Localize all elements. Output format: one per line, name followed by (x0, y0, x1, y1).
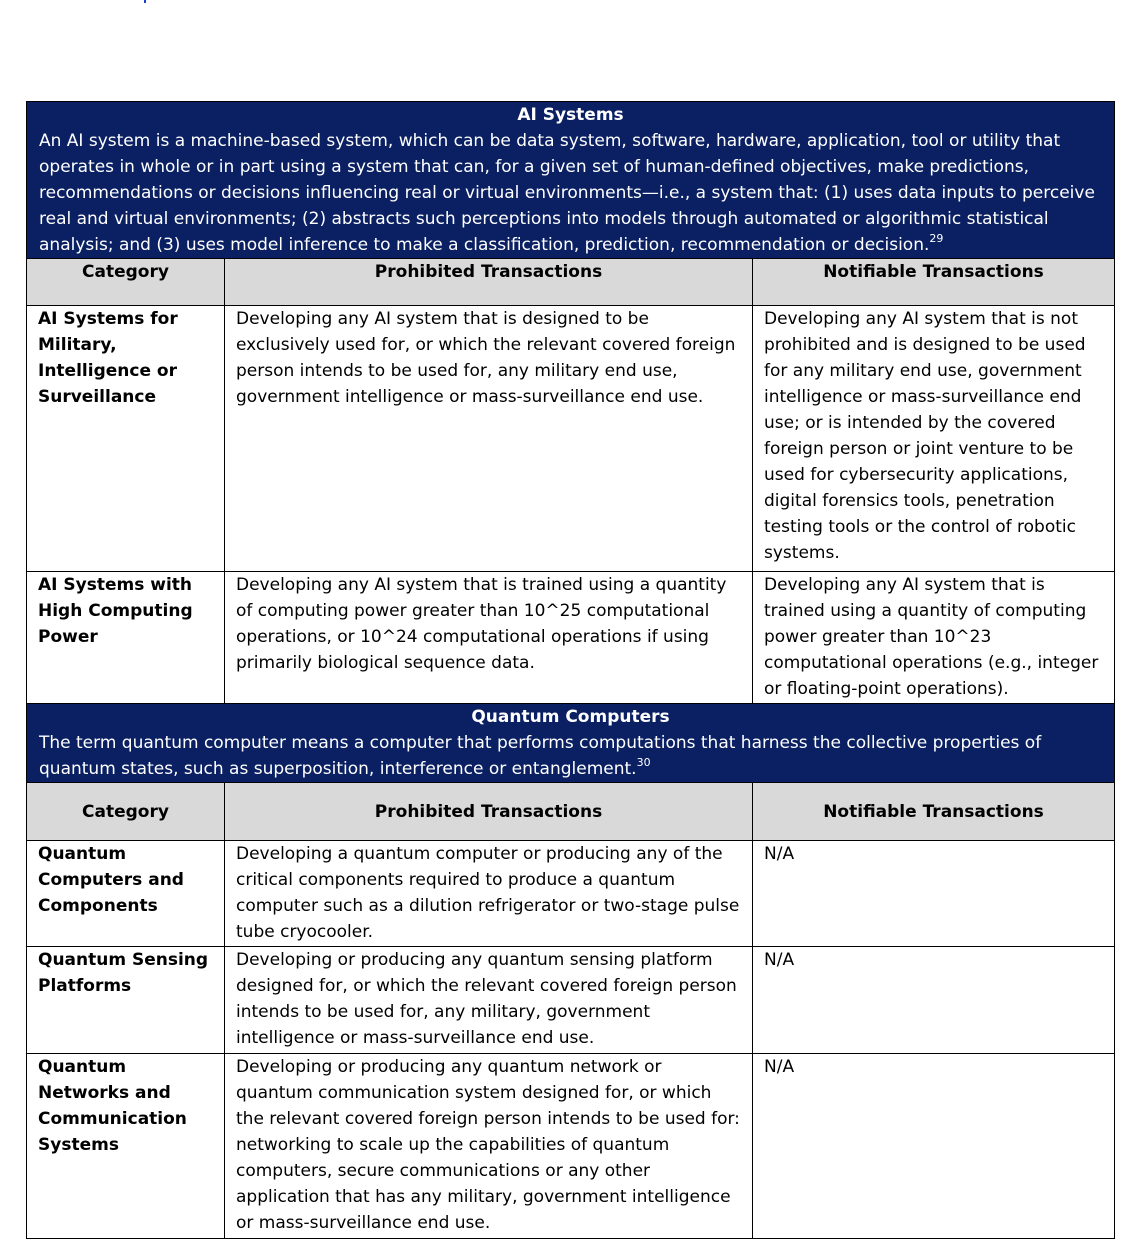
footnote-29: 29 (929, 232, 944, 246)
header-prohibited: Prohibited Transactions (225, 259, 753, 306)
prohibited-cell: Developing or producing any quantum sensing platform designed for, or which the relevant covered foreign person intends to be used for, any military, government intelligence or mass-surveillance end use. (225, 947, 753, 1054)
notifiable-cell: Developing any AI system that is not prohibited and is designed to be used for any military end use, government intelligence or mass-surveillance end use; or is intended by the covered foreign person or joint venture to be used for cybersecurity applications, digital forensics tools, penetration testing tools or the control of robotic systems. (753, 306, 1115, 572)
header-prohibited: Prohibited Transactions (225, 783, 753, 841)
quantum-computers-title: Quantum Computers (471, 707, 670, 727)
table-row (27, 1054, 1115, 1239)
notifiable-cell: N/A (753, 841, 1115, 947)
category-cell: AI Systems with High Computing Power (27, 572, 225, 704)
category-cell: Quantum Computers and Components (27, 841, 225, 947)
notifiable-cell: Developing any AI system that is trained using a quantity of computing power greater than 10^23 computational operations (e.g., integer or floating-point operations). (753, 572, 1115, 704)
table-row (27, 306, 1115, 572)
quantum-computers-definition: The term quantum computer means a computer that performs computations that harness the collective properties of quantum states, such as superposition, interference or entanglement.$^{30}$ (39, 733, 1042, 779)
ai-systems-title: AI Systems (517, 105, 624, 125)
ai-systems-definition: An AI system is a machine-based system, which can be data system, software, hardware, application, tool or utility that operates in whole or in part using a system that can, for a given set of human-defined objectives, make predictions, recommendations or decisions influencing real or virtual environments—i.e., a system that: (1) uses data inputs to perceive real and virtual environments; (2) abstracts such perceptions into models through automated or algorithmic statistical analysis; and (3) uses model inference to make a classification, prediction, recommendation or decision.$^{29}$ (39, 131, 1095, 255)
header-category: Category (27, 783, 225, 841)
table-row (27, 841, 1115, 947)
quantum-computers-banner (27, 704, 1115, 783)
quantum-column-headers (27, 783, 1115, 841)
header-notifiable: Notifiable Transactions (753, 259, 1115, 306)
table-row (27, 947, 1115, 1054)
header-notifiable: Notifiable Transactions (753, 783, 1115, 841)
prohibited-cell: Developing any AI system that is designed to be exclusively used for, or which the relevant covered foreign person intends to be used for, any military end use, government intelligence or mass-surveillance end use. (225, 306, 753, 572)
category-cell: Quantum Sensing Platforms (27, 947, 225, 1054)
header-category: Category (27, 259, 225, 306)
transactions-table (26, 101, 1115, 1239)
prohibited-cell: Developing a quantum computer or producing any of the critical components required to produce a quantum computer such as a dilution refrigerator or two-stage pulse tube cryocooler. (225, 841, 753, 947)
footnote-30: 30 (636, 756, 651, 770)
category-cell: AI Systems for Military, Intelligence or Surveillance (27, 306, 225, 572)
page-speck (144, 0, 146, 3)
notifiable-cell: N/A (753, 1054, 1115, 1239)
ai-column-headers (27, 259, 1115, 306)
prohibited-cell: Developing or producing any quantum network or quantum communication system designed for, or which the relevant covered foreign person intends to be used for: networking to scale up the capabilities of quantum computers, secure communications or any other application that has any military, government intelligence or mass-surveillance end use. (225, 1054, 753, 1239)
prohibited-cell: Developing any AI system that is trained using a quantity of computing power greater than 10^25 computational operations, or 10^24 computational operations if using primarily biological sequence data. (225, 572, 753, 704)
category-cell: Quantum Networks and Communication Systems (27, 1054, 225, 1239)
notifiable-cell: N/A (753, 947, 1115, 1054)
table-row (27, 572, 1115, 704)
ai-systems-banner (27, 102, 1115, 259)
